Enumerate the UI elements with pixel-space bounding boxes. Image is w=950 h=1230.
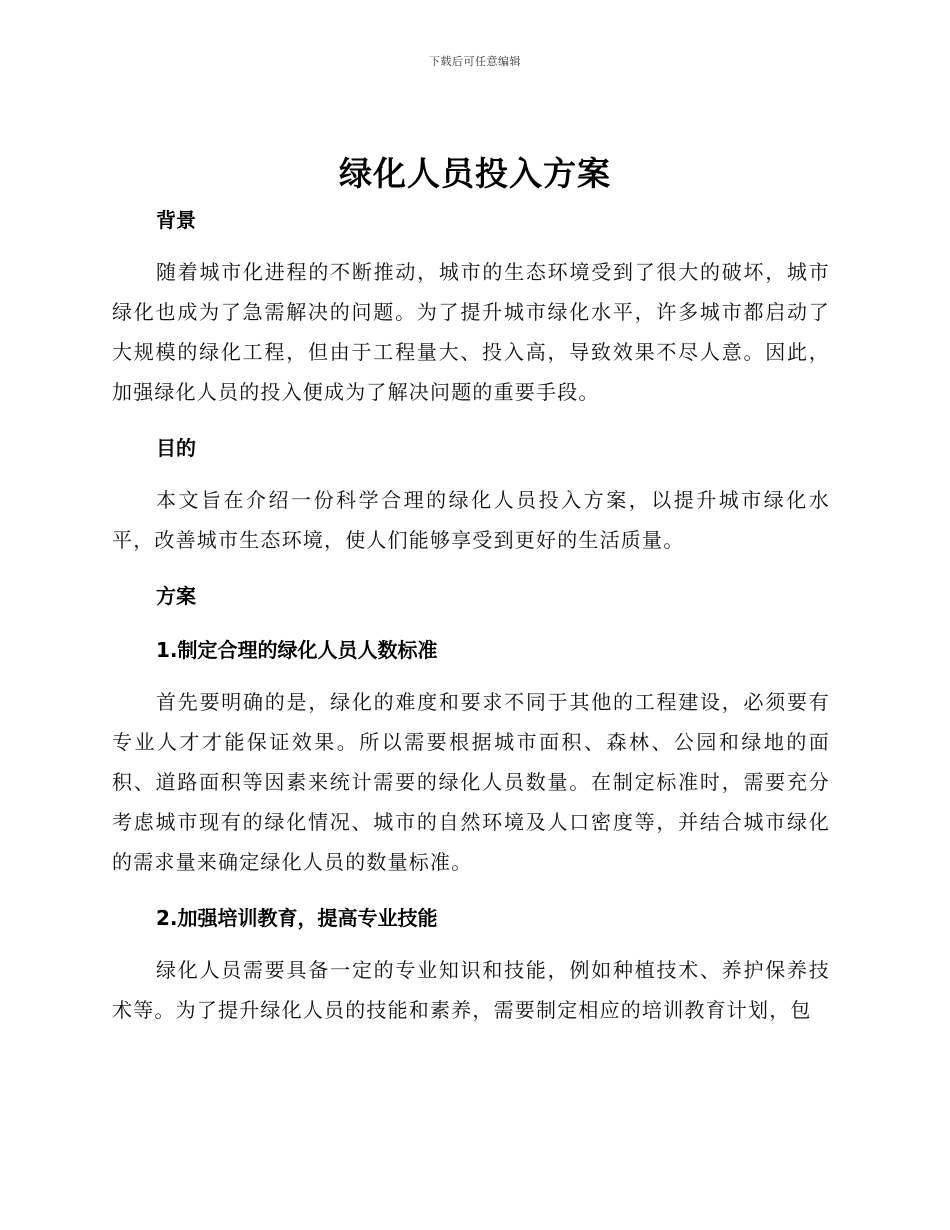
subsection-heading-2: 2.加强培训教育，提高专业技能 (156, 906, 438, 930)
paragraph-subsection-2: 绿化人员需要具备一定的专业知识和技能，例如种植技术、养护保养技术等。为了提升绿化人员的技能和素养，需要制定相应的培训教育计划，包 (112, 958, 830, 1022)
header-note: 下载后可任意编辑 (429, 55, 521, 68)
paragraph-background: 随着城市化进程的不断推动，城市的生态环境受到了很大的破坏，城市绿化也成为了急需解决的问题。为了提升城市绿化水平，许多城市都启动了大规模的绿化工程，但由于工程量大、投入高，导致效果不尽人意。因此，加强绿化人员的投入便成为了解决问题的重要手段。 (112, 260, 830, 404)
section-heading-background: 背景 (156, 208, 196, 232)
subsection-heading-1: 1.制定合理的绿化人员人数标准 (156, 638, 438, 662)
document-body (112, 202, 830, 1030)
section-heading-plan: 方案 (156, 584, 196, 608)
paragraph-purpose: 本文旨在介绍一份科学合理的绿化人员投入方案，以提升城市绿化水平，改善城市生态环境，使人们能够享受到更好的生活质量。 (112, 488, 830, 552)
section-heading-purpose: 目的 (156, 436, 196, 460)
document-title: 绿化人员投入方案 (339, 154, 611, 193)
paragraph-subsection-1: 首先要明确的是，绿化的难度和要求不同于其他的工程建设，必须要有专业人才才能保证效果。所以需要根据城市面积、森林、公园和绿地的面积、道路面积等因素来统计需要的绿化人员数量。在制定标准时，需要充分考虑城市现有的绿化情况、城市的自然环境及人口密度等，并结合城市绿化的需求量来确定绿化人员的数量标准。 (112, 690, 830, 874)
